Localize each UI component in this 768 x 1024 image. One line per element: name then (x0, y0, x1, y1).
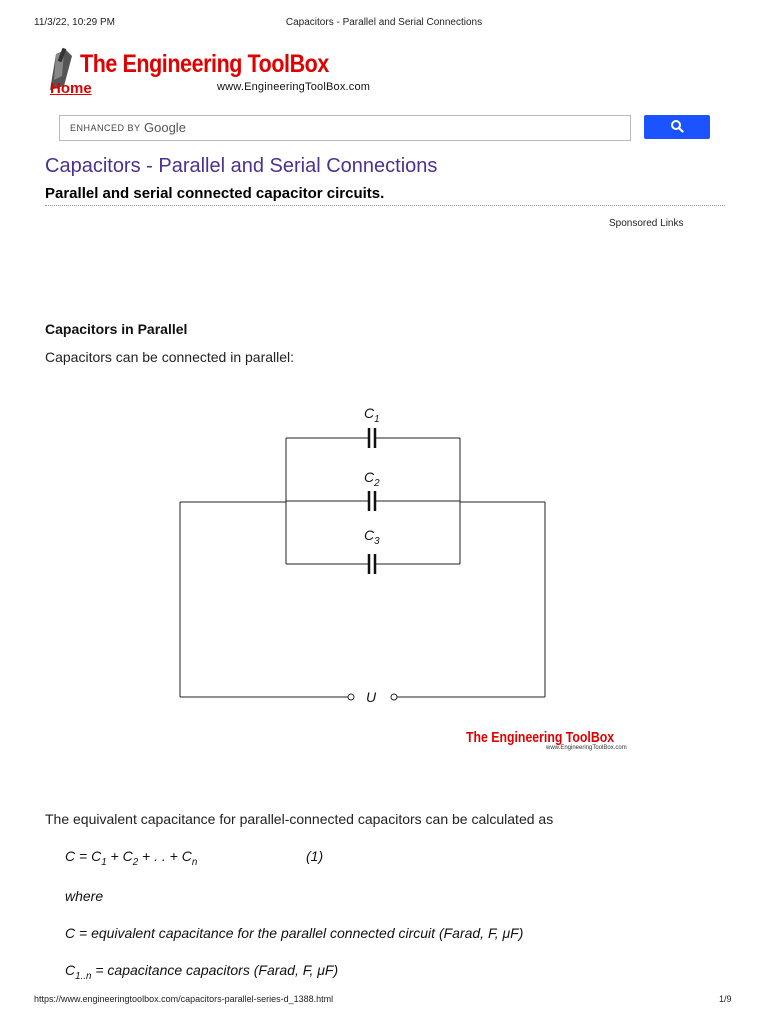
formula-1: $C = C_1 + C_2$ + . . + $C_n$ (65, 848, 198, 868)
voltage-label: U (366, 689, 377, 705)
print-datetime: 11/3/22, 10:29 PM (34, 17, 115, 28)
home-link[interactable]: Home (50, 80, 92, 97)
print-page-number: 1/9 (719, 994, 732, 1004)
capacitor-label-c3: $C_3$ (364, 527, 380, 547)
site-brand[interactable]: The Engineering ToolBox (80, 50, 329, 78)
divider (45, 205, 725, 206)
where-label: where (65, 888, 104, 904)
search-icon (644, 115, 710, 139)
print-page-title: Capacitors - Parallel and Serial Connections (285, 17, 483, 28)
equivalent-text: The equivalent capacitance for parallel-connected capacitors can be calculated as (45, 811, 554, 827)
search-input[interactable] (59, 115, 631, 141)
capacitor-label-c2: $C_2$ (364, 469, 380, 489)
site-url: www.EngineeringToolBox.com (217, 81, 371, 93)
search-button[interactable] (644, 115, 710, 139)
diagram-brand-watermark: The Engineering ToolBox (466, 729, 615, 746)
intro-text: Capacitors can be connected in parallel: (45, 349, 295, 365)
definition-cn: $C_{1..n}$ = capacitance capacitors (Farad, F, μF) (65, 962, 339, 982)
sponsored-links-label: Sponsored Links (609, 218, 684, 229)
google-label: Google (144, 120, 186, 135)
enhanced-by-label: ENHANCED BY (70, 123, 141, 133)
parallel-capacitor-diagram (0, 395, 768, 765)
capacitor-label-c1: $C_1$ (364, 405, 380, 425)
definition-c: C = equivalent capacitance for the parallel connected circuit (Farad, F, μF) (65, 925, 524, 941)
print-footer-url: https://www.engineeringtoolbox.com/capacitors-parallel-series-d_1388.html (34, 994, 334, 1004)
equation-number: (1) (306, 848, 324, 864)
page-title: Capacitors - Parallel and Serial Connections (45, 155, 438, 177)
diagram-url-watermark: www.EngineeringToolBox.com (546, 745, 627, 751)
page-subtitle: Parallel and serial connected capacitor circuits. (45, 185, 385, 202)
section-heading: Capacitors in Parallel (45, 321, 188, 337)
